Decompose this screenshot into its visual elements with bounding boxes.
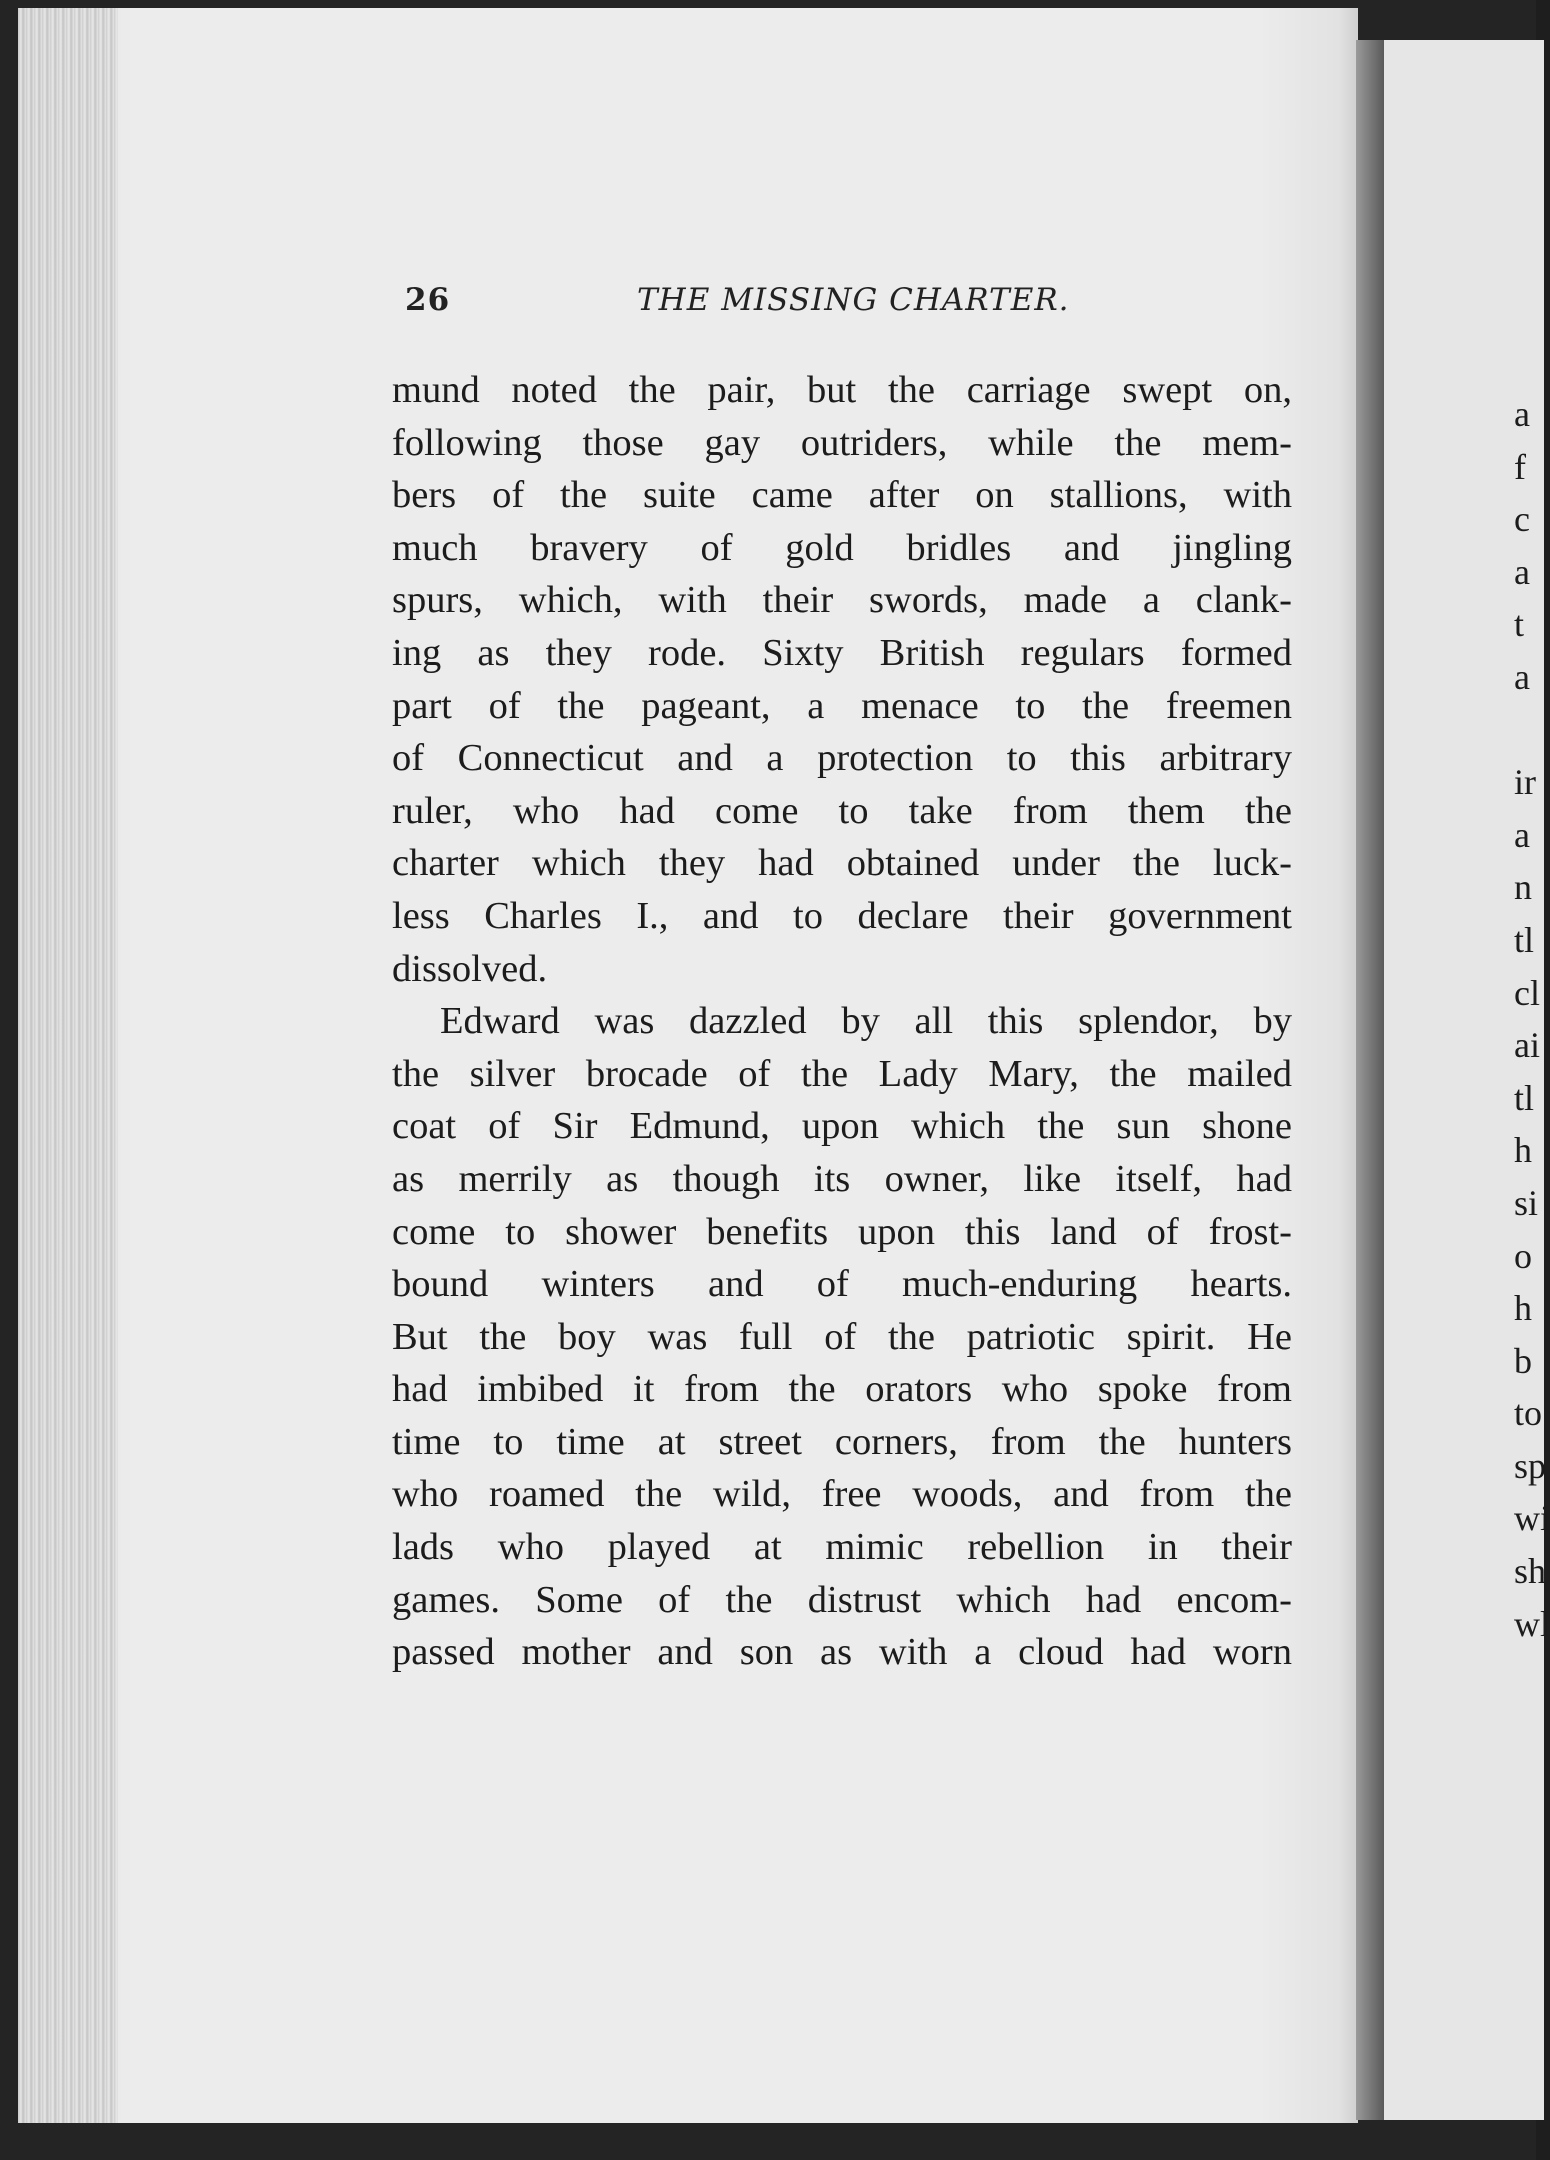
facing-paragraph-gap [1514,704,1544,757]
facing-line: c [1514,499,1530,540]
facing-line: h [1514,1130,1532,1171]
facing-line: wi [1514,1498,1550,1539]
facing-line: tl [1514,1077,1535,1118]
facing-line: f [1514,446,1526,487]
facing-line: o [1514,1235,1532,1276]
text-line: But the boy was full of the patriotic spirit. He [392,1315,1292,1358]
page-number: 26 [405,282,451,318]
facing-line: a [1514,394,1530,434]
text-line: the silver brocade of the Lady Mary, the mailed [392,1052,1292,1095]
facing-line: h [1514,1288,1532,1329]
text-line: ing as they rode. Sixty British regulars formed [392,631,1292,674]
facing-line: wl [1514,1603,1550,1644]
text-line: charter which they had obtained under the luck- [392,842,1292,885]
text-line: bound winters and of much-enduring hearts. [392,1263,1292,1306]
text-line: mund noted the pair, but the carriage swept on, [392,369,1292,411]
text-line: passed mother and son as with a cloud had worn [392,1631,1292,1674]
text-line: dissolved. [392,947,548,990]
text-line: Edward was dazzled by all this splendor, by [440,1000,1292,1043]
running-title: THE MISSING CHARTER. [637,282,1070,318]
text-line: spurs, which, with their swords, made a clank- [392,579,1292,622]
facing-line: ir [1514,762,1536,803]
text-line: following those gay outriders, while the mem- [392,421,1292,464]
page-edges [18,8,118,2123]
facing-line: ai [1514,1025,1540,1066]
facing-line: sh [1514,1551,1547,1592]
text-line: games. Some of the distrust which had encom- [392,1578,1292,1621]
facing-line: sp [1514,1445,1547,1486]
text-line: time to time at street corners, from the hunters [392,1420,1292,1463]
facing-page-text [1514,388,1550,1650]
text-line: come to shower benefits upon this land of frost- [392,1210,1292,1253]
text-line: coat of Sir Edmund, upon which the sun shone [392,1105,1292,1148]
text-line: of Connecticut and a protection to this arbitrary [392,737,1292,780]
text-line: had imbibed it from the orators who spoke from [392,1368,1292,1411]
facing-line: to [1514,1393,1543,1434]
text-line: less Charles I., and to declare their government [392,894,1292,937]
text-line: as merrily as though its owner, like itself, had [392,1157,1292,1200]
text-line: lads who played at mimic rebellion in their [392,1526,1292,1569]
facing-line: b [1514,1340,1532,1381]
page-header [405,282,1295,332]
text-line: much bravery of gold bridles and jingling [392,526,1292,569]
text-line: ruler, who had come to take from them the [392,789,1292,832]
facing-line: si [1514,1182,1539,1223]
facing-line: tl [1514,919,1535,960]
body-text [392,364,1292,1679]
facing-line: a [1514,551,1530,592]
text-line: part of the pageant, a menace to the freemen [392,684,1292,727]
facing-line: a [1514,656,1530,697]
text-line: bers of the suite came after on stallions, with [392,474,1292,517]
facing-line: t [1514,604,1525,645]
facing-line: n [1514,867,1532,908]
text-line: who roamed the wild, free woods, and from the [392,1473,1292,1516]
book-gutter [1356,40,1384,2120]
facing-line: cl [1514,972,1540,1013]
facing-line: a [1514,814,1530,855]
